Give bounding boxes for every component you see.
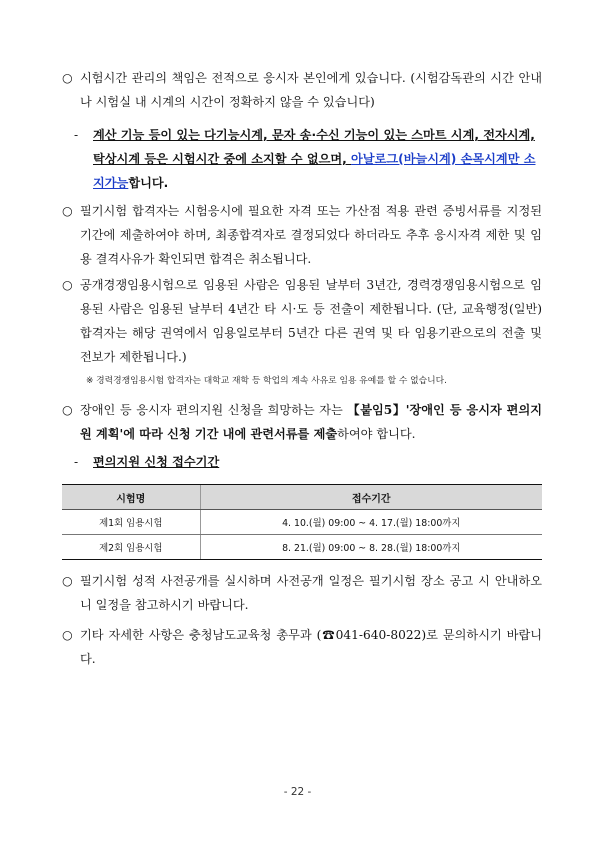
page-number: - 22 - xyxy=(283,786,312,798)
paragraph-transfer-restriction xyxy=(62,273,542,369)
paragraph-document-submission xyxy=(62,199,542,271)
accommodation-schedule-table xyxy=(62,484,542,560)
paragraph-text xyxy=(80,398,542,446)
circle-bullet-icon: ○ xyxy=(62,574,73,588)
table-cell-exam: 제2회 임용시험 xyxy=(62,535,200,560)
paragraph-text: 공개경쟁임용시험으로 임용된 사람은 임용된 날부터 3년간, 경력경쟁임용시험으로 임용된 사람은 임용된 날부터 4년간 타 시·도 등 전출이 제한됩니다. (단, 교육행정(일반) 합격자는 해당 권역에서 임용일로부터 5년간 다른 권역 및 타 임용기관으로의 전출 및 전보가 제한됩니다.) xyxy=(80,278,542,364)
table-header-exam: 시험명 xyxy=(62,485,200,510)
accommodation-bold: 【붙임5】'장애인 등 응시자 편의지원 계획'에 따라 신청 기간 내에 관련서류를 제출 xyxy=(80,403,542,441)
paragraph-contact xyxy=(62,623,542,671)
footnote-deferment: ※ 경력경쟁임용시험 합격자는 대학교 재학 등 학업의 계속 사유로 임용 유예를 할 수 없습니다. xyxy=(86,376,447,386)
circle-bullet-icon: ○ xyxy=(62,628,73,642)
dash-marker: - xyxy=(74,455,79,469)
watch-restriction-tail: 합니다. xyxy=(128,176,169,190)
dash-marker: - xyxy=(74,128,79,142)
analog-watch-allowed: 아날로그(바늘시계) 손목시계만 소지가능 xyxy=(93,152,536,190)
accommodation-pre: 장애인 등 응시자 편의지원 신청을 희망하는 자는 xyxy=(80,403,348,417)
circle-bullet-icon: ○ xyxy=(62,204,73,218)
paragraph-exam-time-responsibility xyxy=(62,66,542,114)
table-cell-exam: 제1회 임용시험 xyxy=(62,510,200,535)
paragraph-text: 기타 자세한 사항은 충청남도교육청 총무과 (☎041-640-8022)로 문의하시기 바랍니다. xyxy=(80,628,542,666)
table-row xyxy=(62,535,542,560)
accommodation-tail: 하여야 합니다. xyxy=(337,427,416,441)
accommodation-period-label: 편의지원 신청 접수기간 xyxy=(93,455,220,469)
paragraph-text: 시험시간 관리의 책임은 전적으로 응시자 본인에게 있습니다. (시험감독관의 시간 안내나 시험실 내 시계의 시간이 정확하지 않을 수 있습니다) xyxy=(80,71,542,109)
table-header-period: 접수기간 xyxy=(200,485,542,510)
paragraph-text: 필기시험 합격자는 시험응시에 필요한 자격 또는 가산점 적용 관련 증빙서류를 지정된 기간에 제출하여야 하며, 최종합격자로 결정되었다 하더라도 추후 응시자격 제한 및 임용 결격사유가 확인되면 합격은 취소됩니다. xyxy=(80,204,542,266)
table-cell-period: 8. 21.(월) 09:00 ~ 8. 28.(월) 18:00까지 xyxy=(200,535,542,560)
circle-bullet-icon: ○ xyxy=(62,403,73,417)
table-header-row xyxy=(62,485,542,510)
table-cell-period: 4. 10.(월) 09:00 ~ 4. 17.(월) 18:00까지 xyxy=(200,510,542,535)
watch-restriction-notice xyxy=(93,123,545,195)
watch-restriction-bold: 계산 기능 등이 있는 다기능시계, 문자 송·수신 기능이 있는 스마트 시계, 전자시계, 탁상시계 등은 시험시간 중에 소지할 수 없으며, xyxy=(93,128,535,166)
paragraph-text: 필기시험 성적 사전공개를 실시하며 사전공개 일정은 필기시험 장소 공고 시 안내하오니 일정을 참고하시기 바랍니다. xyxy=(80,574,542,612)
paragraph-score-preview xyxy=(62,569,542,617)
table-row xyxy=(62,510,542,535)
accommodation-period-heading xyxy=(93,450,545,474)
paragraph-accommodation-request xyxy=(62,398,542,446)
circle-bullet-icon: ○ xyxy=(62,71,73,85)
circle-bullet-icon: ○ xyxy=(62,278,73,292)
